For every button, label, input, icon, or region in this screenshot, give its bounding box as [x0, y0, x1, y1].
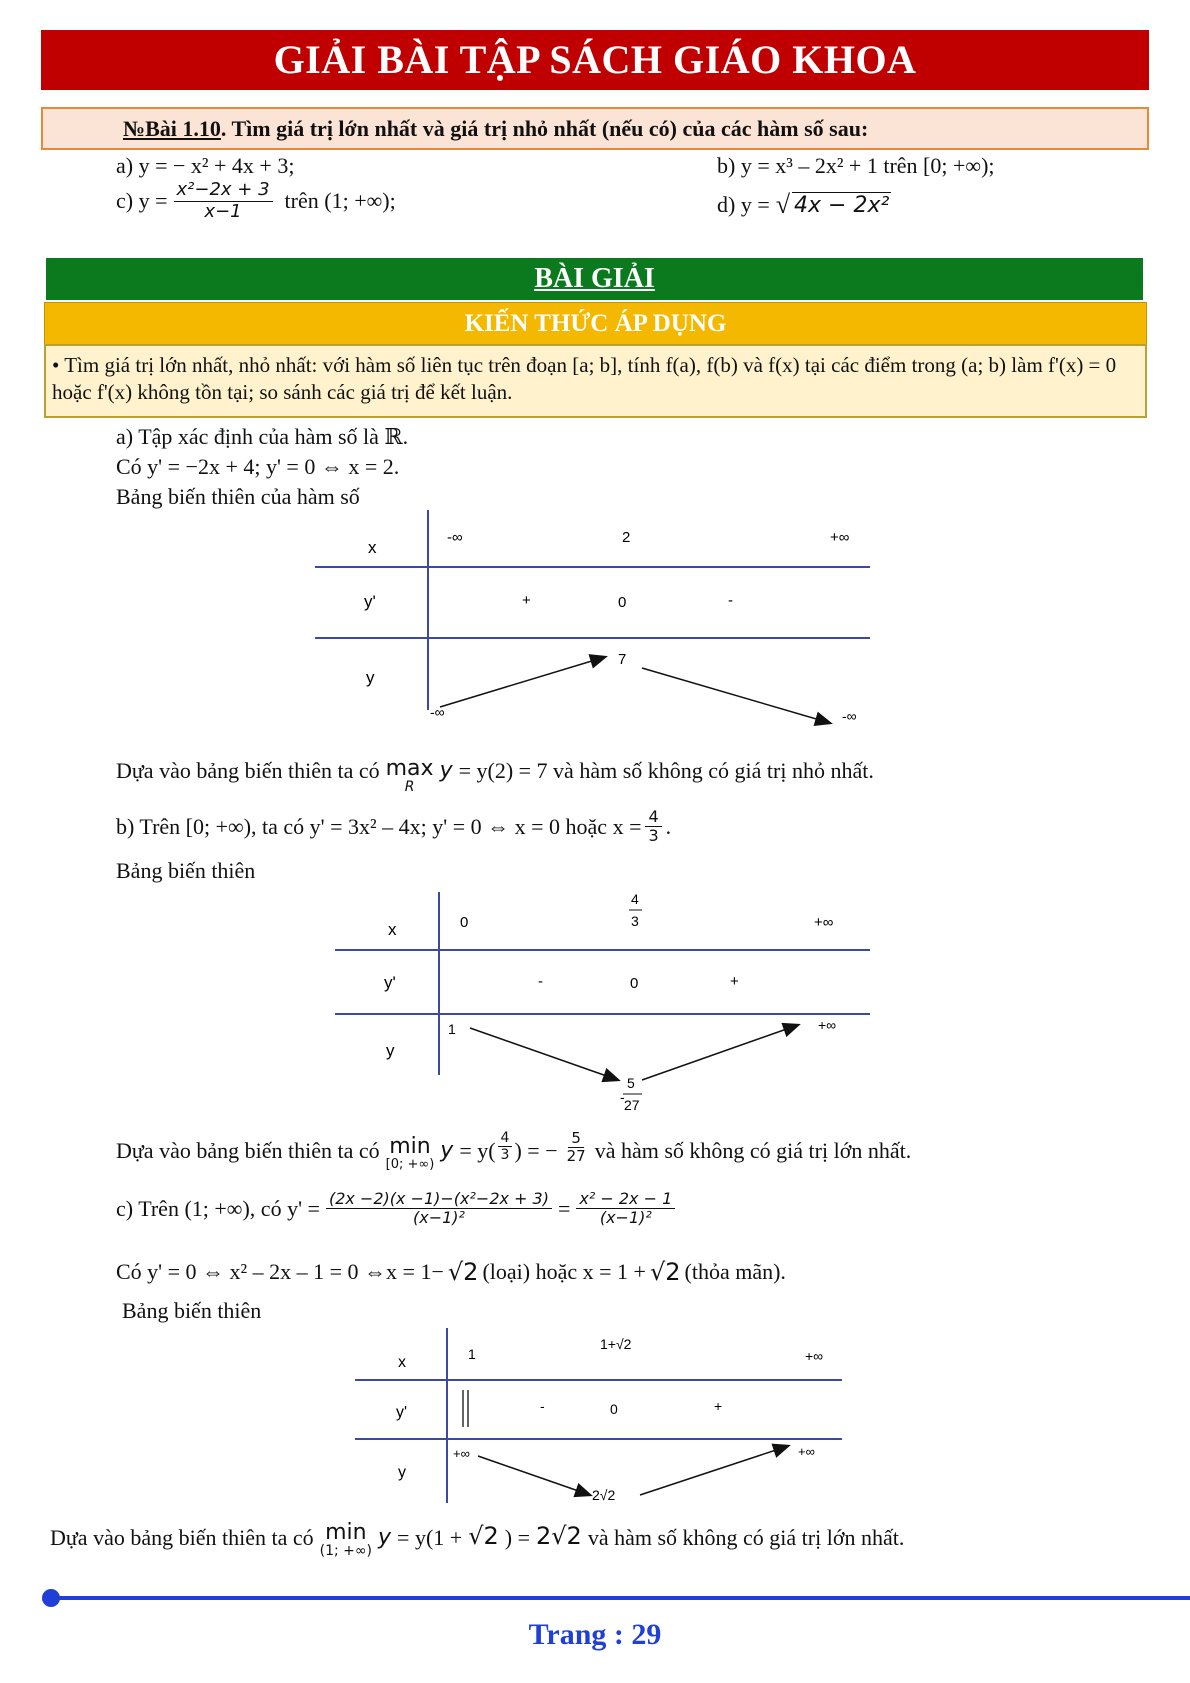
- tbl-b-x2-num: 4: [631, 891, 639, 907]
- tbl-c-x1: 1: [468, 1346, 476, 1362]
- tbl-a-x3: +∞: [830, 529, 850, 546]
- tbl-b-yleft: 1: [448, 1021, 456, 1037]
- tbl-b-x2-den: 3: [631, 913, 639, 929]
- tbl-c-ymin: 2√2: [592, 1487, 616, 1503]
- tbl-a-zero: 0: [618, 594, 627, 611]
- tbl-c-yp-label: y': [396, 1404, 408, 1421]
- tbl-b-sign1: -: [538, 973, 543, 990]
- tbl-a-sign1: +: [522, 592, 531, 609]
- variation-table-a: [300, 505, 880, 730]
- tbl-b-arrow-down: [470, 1028, 618, 1080]
- problem-d-prefix: d) y =: [717, 192, 770, 217]
- sqrt2-a: √2: [447, 1258, 479, 1286]
- part-b-conclusion: Dựa vào bảng biến thiên ta có min [0; +∞) y = y( $\frac{4}{3}$ ) = − $\frac{5}{27}$ và hàm số không có giá trị lớn nhất.: [116, 1129, 912, 1172]
- max-operator: max R: [385, 756, 434, 795]
- tbl-a-y-label: y: [366, 668, 375, 687]
- part-a-line3: Bảng biến thiên của hàm số: [116, 484, 360, 509]
- tbl-c-zero: 0: [610, 1401, 618, 1417]
- problem-statement: [123, 116, 868, 142]
- problem-text: . Tìm giá trị lớn nhất và giá trị nhỏ nhất (nếu có) của các hàm số sau:: [220, 116, 869, 141]
- part-b-concl-pre: Dựa vào bảng biến thiên ta có: [116, 1138, 380, 1163]
- tbl-c-x-label: x: [398, 1354, 406, 1371]
- knowledge-header: KIẾN THỨC ÁP DỤNG: [44, 302, 1147, 346]
- part-a-line2: Có y' = −2x + 4; y' = 0 ⇔ x = 2.: [116, 454, 400, 479]
- tbl-b-y-label: y: [386, 1041, 395, 1060]
- part-a-concl-post: = y(2) = 7 và hàm số không có giá trị nhỏ nhất.: [458, 758, 874, 783]
- part-c-line3: Bảng biến thiên: [122, 1298, 262, 1323]
- tbl-b-ymin-den: 27: [624, 1097, 640, 1113]
- part-b-line1: b) Trên [0; +∞), ta có y' = 3x² – 4x; y' = 0 ⇔ x = 0 hoặc x = $\frac{4}{3}$ .: [116, 807, 672, 846]
- tbl-a-yleft: -∞: [430, 704, 445, 720]
- tbl-b-x3: +∞: [814, 914, 834, 931]
- part-a-line1: a) Tập xác định của hàm số là ℝ.: [116, 424, 409, 449]
- tbl-b-ymin-sign: -: [620, 1089, 625, 1105]
- problem-d: [717, 190, 891, 220]
- problem-c-fraction: [174, 180, 273, 222]
- min-operator-c: min (1; +∞): [319, 1520, 373, 1559]
- knowledge-text: • Tìm giá trị lớn nhất, nhỏ nhất: với hàm số liên tục trên đoạn [a; b], tính f(a), f(b) và f(x) tại các điểm trong (a; b) làm f'(x) = 0 hoặc f'(x) không tồn tại; so sánh các giá trị để kết luận.: [52, 353, 1117, 404]
- tbl-a-sign2: -: [728, 592, 733, 609]
- problem-d-radicand: 4x − 2x²: [794, 193, 890, 218]
- tbl-c-yright: +∞: [798, 1444, 815, 1459]
- tbl-a-arrow-up: [440, 657, 605, 707]
- tbl-c-sign1: -: [540, 1398, 545, 1414]
- tbl-a-x-label: x: [368, 538, 377, 557]
- tbl-a-yp-label: y': [364, 592, 376, 611]
- tbl-b-arrow-up: [642, 1025, 798, 1080]
- tbl-b-yright: +∞: [818, 1017, 837, 1033]
- tbl-c-x2: 1+√2: [600, 1336, 632, 1352]
- tbl-c-arrow-down: [478, 1456, 590, 1495]
- tbl-c-yleft: +∞: [453, 1446, 470, 1461]
- part-c-fraction2: $\frac{\text{x² − 2x − 1}}{\text{(x−1)²}}$: [576, 1190, 675, 1228]
- tbl-a-ymax: 7: [618, 651, 627, 668]
- part-b-line2: Bảng biến thiên: [116, 858, 256, 883]
- part-c-line1-pre: c) Trên (1; +∞), có y' =: [116, 1195, 320, 1221]
- part-c-conclusion: Dựa vào bảng biến thiên ta có min (1; +∞) y = y(1 + √2 ) = 2√2 và hàm số không có giá trị lớn nhất.: [50, 1520, 905, 1559]
- problem-c-prefix: c) y =: [116, 188, 168, 214]
- part-c-concl-pre: Dựa vào bảng biến thiên ta có: [50, 1525, 314, 1550]
- sqrt-sign-icon: √: [775, 190, 791, 219]
- sqrt2-b: √2: [649, 1258, 681, 1286]
- problem-c-suffix: trên (1; +∞);: [284, 188, 396, 214]
- page-banner: GIẢI BÀI TẬP SÁCH GIÁO KHOA: [41, 30, 1149, 90]
- part-c-line1: c) Trên (1; +∞), có y' = $\frac{\text{(2x −2)(x −1)−(x²−2x + 3)}}{\text{(x−1)²}}$ = $\frac{\text{x² − 2x − 1}}{\text{(x−1)²}}$: [116, 1190, 675, 1228]
- part-b-concl-frac2: $\frac{5}{27}$: [566, 1129, 586, 1166]
- part-b-fraction: $\frac{4}{3}$: [645, 808, 661, 846]
- tbl-c-sign2: +: [714, 1398, 723, 1414]
- page-number: Trang : 29: [528, 1618, 662, 1651]
- problem-box: [41, 107, 1149, 150]
- tbl-a-x1: -∞: [447, 529, 463, 546]
- tbl-a-x2: 2: [622, 529, 631, 546]
- tbl-b-ymin-num: 5: [627, 1075, 635, 1091]
- part-a-concl-pre: Dựa vào bảng biến thiên ta có: [116, 758, 380, 783]
- part-b-line1-pre: b) Trên [0; +∞), ta có y' = 3x² – 4x; y' = 0 ⇔ x = 0 hoặc x =: [116, 813, 642, 839]
- part-a-concl-var: y: [439, 758, 453, 783]
- problem-a: a) y = − x² + 4x + 3;: [116, 153, 295, 178]
- knowledge-box: [44, 344, 1147, 418]
- tbl-b-zero: 0: [630, 975, 639, 992]
- tbl-c-arrow-up: [640, 1446, 788, 1495]
- footer-rule: [48, 1596, 1190, 1600]
- problem-b: b) y = x³ – 2x² + 1 trên [0; +∞);: [717, 153, 995, 178]
- variation-table-c: [350, 1323, 850, 1508]
- part-c-fraction1: $\frac{\text{(2x −2)(x −1)−(x²−2x + 3)}}{\text{(x−1)²}}$: [326, 1190, 552, 1228]
- tbl-b-x1: 0: [460, 914, 469, 931]
- part-b-concl-frac1: $\frac{4}{3}$: [498, 1130, 513, 1163]
- min-operator-b: min [0; +∞): [385, 1134, 435, 1172]
- solution-header: BÀI GIẢI: [46, 258, 1143, 300]
- tbl-c-x3: +∞: [805, 1348, 824, 1364]
- tbl-b-yp-label: y': [384, 973, 396, 992]
- variation-table-b: [320, 880, 880, 1125]
- problem-number: №Bài 1.10: [123, 116, 221, 141]
- tbl-a-arrow-down: [642, 668, 830, 723]
- problem-c-den: x−1: [204, 200, 242, 222]
- part-c-line2: Có y' = 0 ⇔ x² – 2x – 1 = 0 ⇔x = 1− √2 (loại) hoặc x = 1 + √2 (thỏa mãn).: [116, 1258, 786, 1286]
- part-a-conclusion: [116, 758, 874, 794]
- tbl-b-sign2: +: [730, 973, 739, 990]
- problem-c-num: x²−2x + 3: [174, 180, 273, 202]
- footer-dot-icon: [42, 1589, 60, 1607]
- tbl-a-yright: -∞: [842, 708, 857, 724]
- problem-c: [116, 180, 396, 222]
- tbl-b-x-label: x: [388, 920, 397, 939]
- tbl-c-y-label: y: [398, 1464, 406, 1481]
